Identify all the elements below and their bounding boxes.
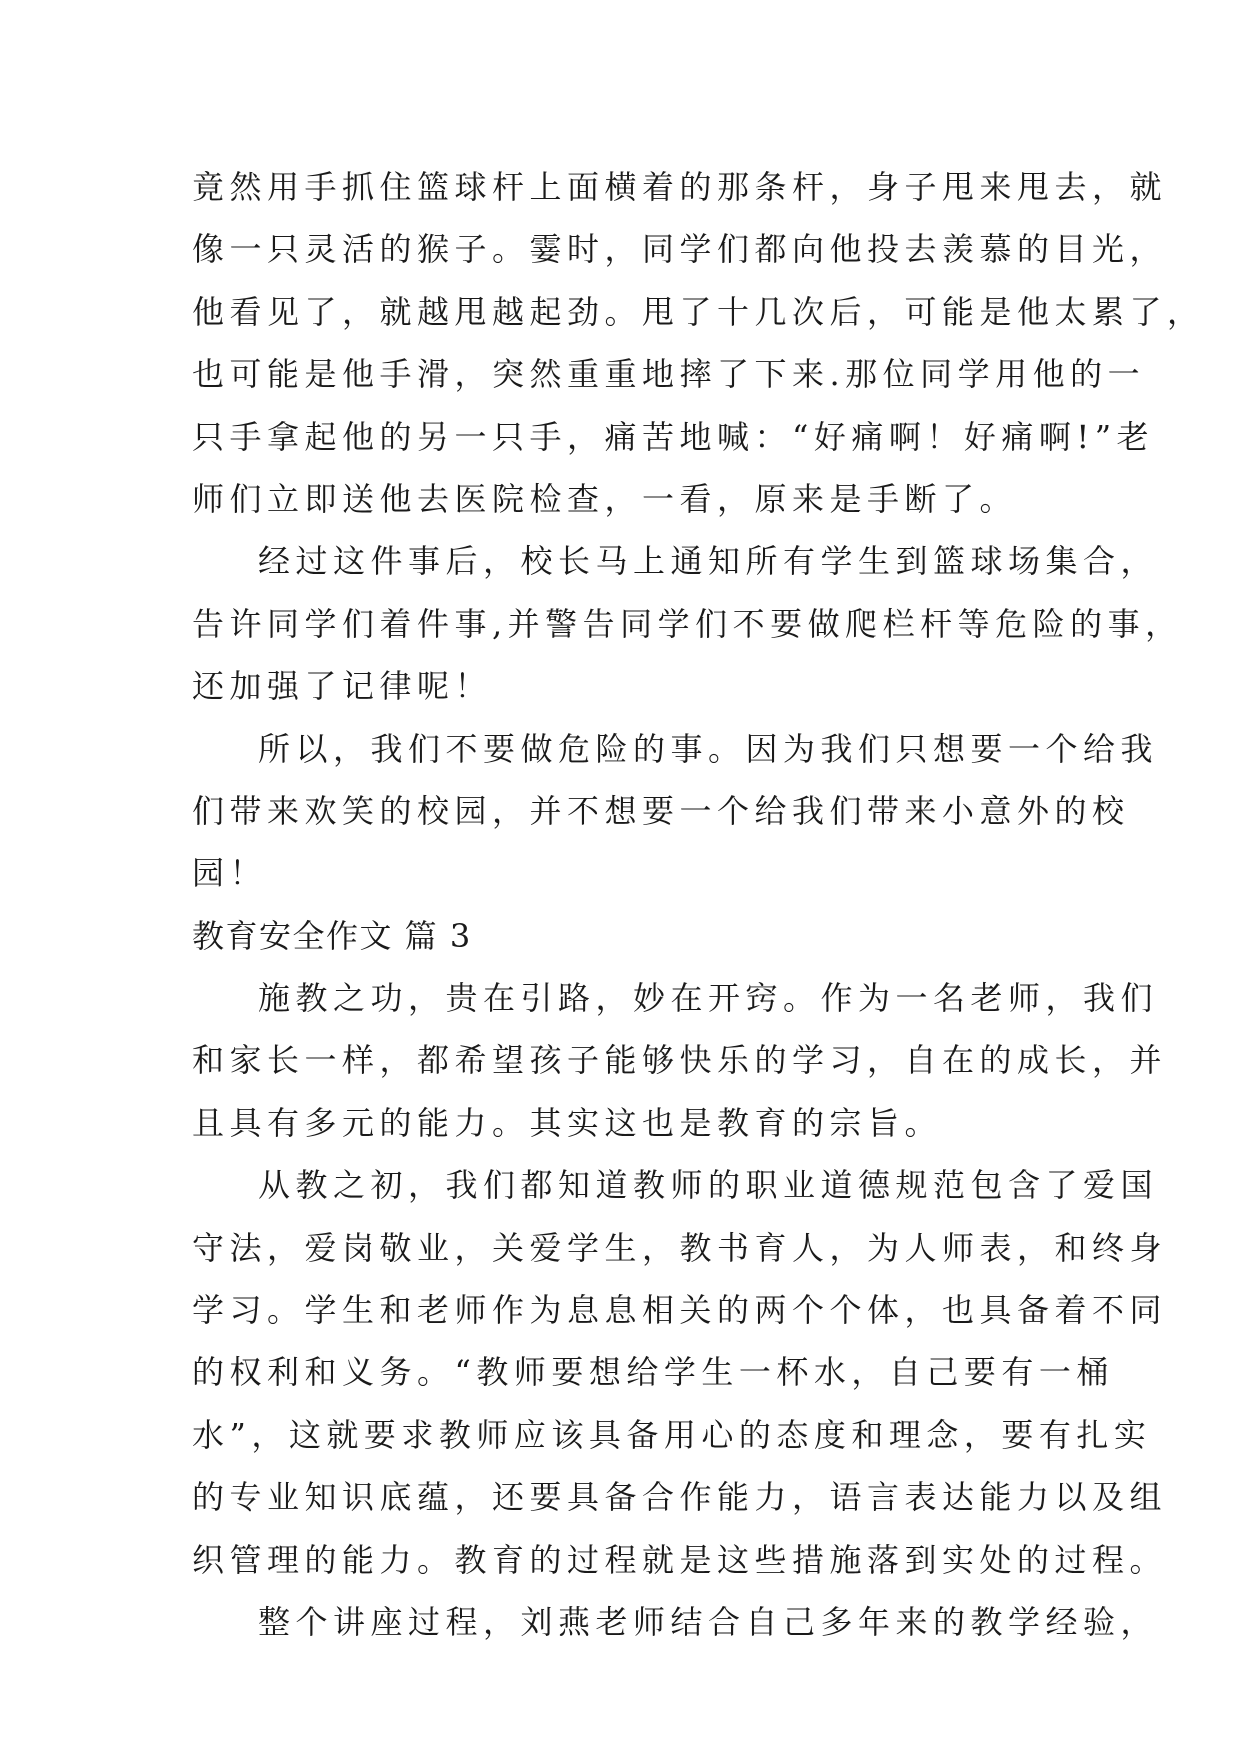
text-line: 们带来欢笑的校园，并不想要一个给我们带来小意外的校 xyxy=(192,791,1130,830)
text-line: 告许同学们着件事,并警告同学们不要做爬栏杆等危险的事， xyxy=(192,604,1183,643)
paragraph-first-line: 经过这件事后，校长马上通知所有学生到篮球场集合， xyxy=(258,542,1159,581)
text-line: 只手拿起他的另一只手，痛苦地喊：“好痛啊！好痛啊!”老 xyxy=(192,417,1155,456)
text-line: 竟然用手抓住篮球杆上面横着的那条杆，身子甩来甩去，就 xyxy=(192,168,1168,206)
text-line: 织管理的能力。教育的过程就是这些措施落到实处的过程。 xyxy=(192,1540,1168,1579)
paragraph-first-line: 从教之初，我们都知道教师的职业道德规范包含了爱国 xyxy=(258,1166,1159,1205)
paragraph-first-line: 施教之功，贵在引路，妙在开窍。作为一名老师，我们 xyxy=(258,979,1159,1018)
section-heading: 教育安全作文 篇 3 xyxy=(192,916,472,955)
paragraph-first-line: 整个讲座过程，刘燕老师结合自己多年来的教学经验， xyxy=(258,1602,1159,1641)
text-line: 的专业知识底蕴，还要具备合作能力，语言表达能力以及组 xyxy=(192,1478,1168,1517)
text-line: 园！ xyxy=(192,854,268,893)
paragraph-first-line: 所以，我们不要做危险的事。因为我们只想要一个给我 xyxy=(258,729,1159,768)
text-line: 他看见了，就越甩越起劲。甩了十几次后，可能是他太累了， xyxy=(192,292,1205,331)
text-line: 且具有多元的能力。其实这也是教育的宗旨。 xyxy=(192,1103,943,1142)
text-line: 还加强了记律呢！ xyxy=(192,667,493,706)
text-line: 也可能是他手滑，突然重重地摔了下来.那位同学用他的一 xyxy=(192,355,1146,394)
text-line: 像一只灵活的猴子。霎时，同学们都向他投去羡慕的目光， xyxy=(192,230,1168,269)
text-line: 水”，这就要求教师应该具备用心的态度和理念，要有扎实 xyxy=(192,1415,1152,1454)
text-line: 师们立即送他去医院检查，一看，原来是手断了。 xyxy=(192,479,1018,518)
text-line: 学习。学生和老师作为息息相关的两个个体，也具备着不同 xyxy=(192,1291,1168,1330)
body-text xyxy=(192,156,1205,1653)
text-line: 守法，爱岗敬业，关爱学生，教书育人，为人师表，和终身 xyxy=(192,1228,1168,1267)
text-line: 和家长一样，都希望孩子能够快乐的学习，自在的成长，并 xyxy=(192,1041,1168,1080)
text-line: 的权利和义务。“教师要想给学生一杯水，自己要有一桶 xyxy=(192,1353,1114,1392)
